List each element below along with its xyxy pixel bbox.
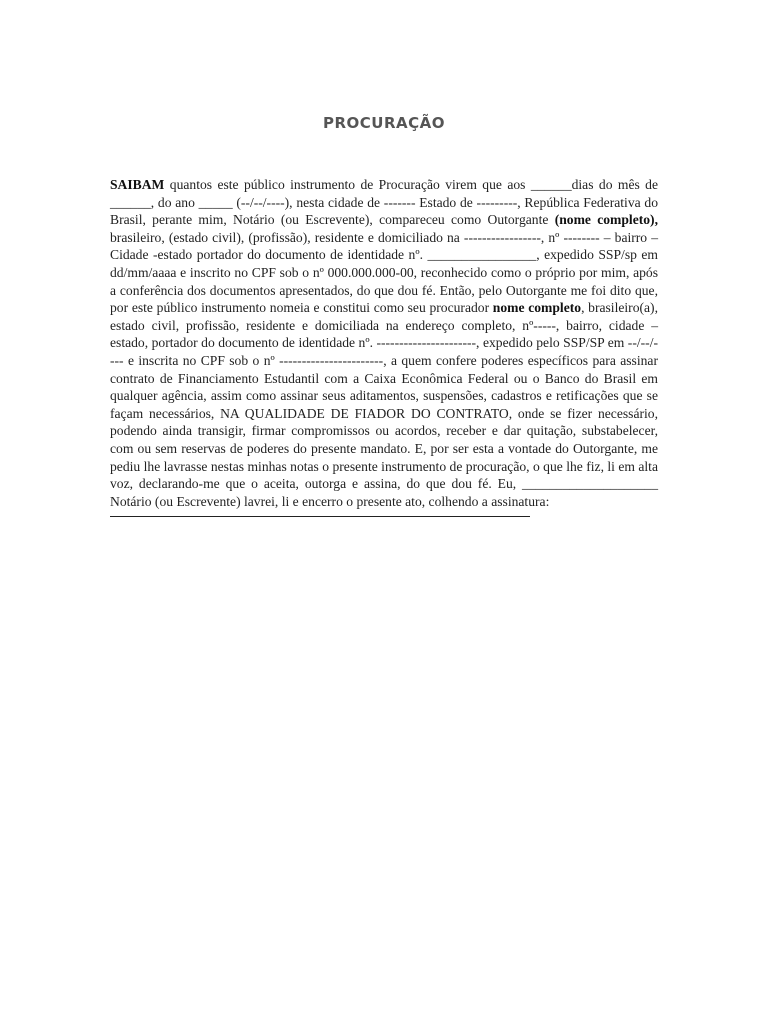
signature-line <box>110 510 530 517</box>
outorgante-name-placeholder: (nome completo), <box>554 212 658 228</box>
procurador-name-placeholder: nome completo <box>492 300 582 316</box>
document-body <box>110 176 658 517</box>
body-part-3: , brasileiro(a), estado civil, profissão, residente e domiciliada na endereço completo, nº-----, bairro, cidade – estado, portador do documento de identidade nº. ----------------------, expedido pelo SSP/SP em --/--/---- e inscrita no CPF sob o nº -----------------------, a quem confere poderes específicos para assinar contrato de Financiamento Estudantil com a Caixa Econômica Federal ou o Banco do Brasil em qualquer agência, assim como assinar seus aditamentos, suspensões, cadastros e retificações que se façam necessários, NA QUALIDADE DE FIADOR DO CONTRATO, onde se fizer necessário, podendo ainda transigir, firmar compromissos ou acordos, receber e dar quitação, substabelecer, com ou sem reservas de poderes do presente mandato. E, por ser esta a vontade do Outorgante, me pediu lhe lavrasse nestas minhas notas o presente instrumento de procuração, o que lhe fiz, li em alta voz, declarando-me que o aceita, outorga e assina, do que dou fé. Eu, ____________________ Notário (ou Escrevente) lavrei, li e encerro o presente ato, colhendo a assinatura: <box>110 300 658 509</box>
saibam-word: SAIBAM <box>110 177 165 192</box>
body-part-1: quantos este público instrumento de Procuração virem que aos ______dias do mês de ______, do ano _____ (--/--/----), nesta cidade de ------- Estado de ---------, República Federativa do Brasil, perante mim, Notário (ou Escrevente), compareceu como Outorgante <box>110 177 658 228</box>
document-title: PROCURAÇÃO <box>322 114 445 132</box>
body-part-2: brasileiro, (estado civil), (profissão), residente e domiciliado na -----------------, nº -------- – bairro – Cidade -estado portador do documento de identidade nº. ________________, expedido SSP/sp em dd/mm/aaaa e inscrito no CPF sob o nº 000.000.000-00, reconhecido como o próprio por mim, após a conferência dos documentos apresentados, do que dou fé. Então, pelo Outorgante me foi dito que, por este público instrumento nomeia e constitui como seu procurador <box>110 229 658 316</box>
